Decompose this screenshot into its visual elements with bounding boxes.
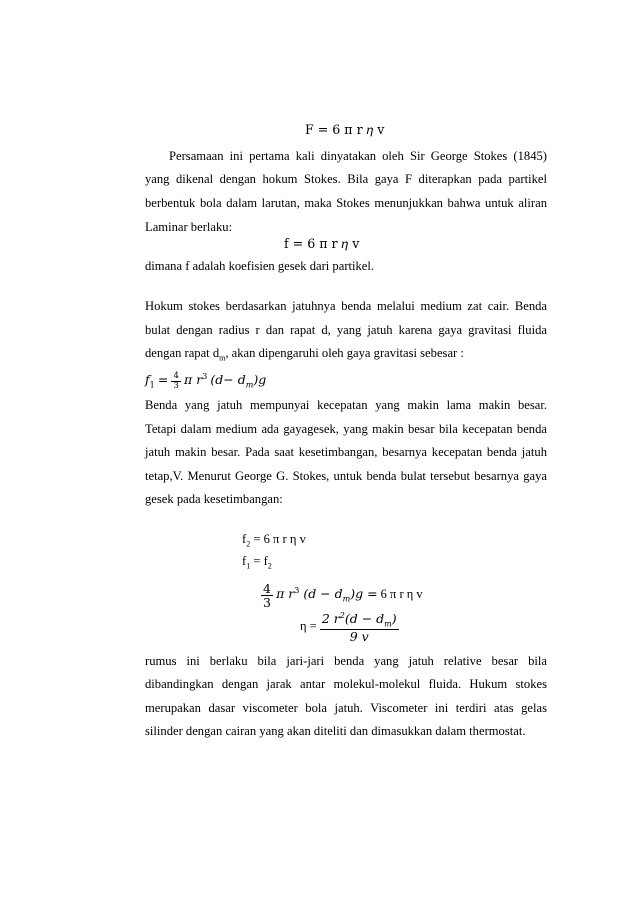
paragraph-line: yang dikenal dengan hokum Stokes. Bila gaya F diterapkan pada partikel <box>145 172 547 186</box>
fraction <box>171 372 180 391</box>
equation-f2 <box>242 531 306 553</box>
fraction-numerator: 4 <box>263 580 271 596</box>
paragraph-line: silinder dengan cairan yang akan diteliti dan dimasukkan dalam thermostat. <box>145 724 526 738</box>
subscript: m <box>245 380 254 390</box>
paragraph-line: bulat dengan radius r dan rapat d, yang jatuh karena gaya gravitasi fluida <box>145 323 547 337</box>
text-segment: f <box>242 554 247 568</box>
math-term: 6 π r η v <box>377 587 423 602</box>
math-symbol: f <box>145 372 150 388</box>
text-segment: dengan rapat d <box>145 346 220 360</box>
fraction-denominator: 9 v <box>349 628 369 644</box>
fraction-numerator <box>320 612 399 630</box>
superscript: 3 <box>294 586 300 595</box>
paragraph-line: Tetapi dalam medium ada gayagesek, yang makin besar bila kecepatan benda <box>145 422 547 436</box>
definition-line: dimana f adalah koefisien gesek dari partikel. <box>145 259 375 273</box>
math-term: (d − d <box>344 610 385 626</box>
math-term: (d − d <box>299 586 343 602</box>
fraction <box>261 582 273 609</box>
fraction-denominator: 3 <box>173 380 179 391</box>
equation-f1-f2 <box>242 553 272 575</box>
fraction-numerator: 4 <box>173 370 179 381</box>
subscript: 2 <box>267 561 272 571</box>
subscript: m <box>219 353 226 363</box>
fraction <box>320 612 399 643</box>
subscript: m <box>342 594 351 604</box>
paragraph-line: Persamaan ini pertama kali dinyatakan oleh Sir George Stokes (1845) <box>169 149 547 163</box>
math-term: (d− d <box>210 372 246 388</box>
subscript: 1 <box>149 380 155 390</box>
paragraph-line: rumus ini berlaku bila jari-jari benda yang jatuh relative besar bila <box>145 654 547 668</box>
text-segment: , akan dipengaruhi oleh gaya gravitasi sebesar : <box>225 346 464 360</box>
equation-gravity-force <box>145 364 266 399</box>
math-term: ) <box>391 610 397 626</box>
math-term: )g <box>253 372 267 388</box>
subscript: m <box>384 619 392 629</box>
subscript: 2 <box>246 539 251 549</box>
paragraph-line: Benda yang jatuh mempunyai kecepatan yang makin lama makin besar. <box>145 398 547 412</box>
fraction-denominator: 3 <box>263 594 271 610</box>
paragraph-line: jatuh makin besar. Pada saat kesetimbangan, besarnya kecepatan benda jatuh <box>145 445 547 459</box>
subscript: 1 <box>246 561 251 571</box>
text-segment: = 6 π r η v <box>250 532 306 546</box>
equation-viscosity <box>300 609 399 643</box>
paragraph-line: dibandingkan dengan jarak antar molekul-molekul fluida. Hukum stokes <box>145 677 547 691</box>
math-term: π r <box>184 372 203 388</box>
math-symbol: = <box>157 372 169 388</box>
equation-stokes-force: F = 6 π r 𝜂 v <box>305 122 385 137</box>
paragraph-line: merupakan dasar viscometer bola jatuh. Viscometer ini terdiri atas gelas <box>145 701 547 715</box>
math-term: )g = <box>350 586 378 602</box>
math-term: 2 r <box>321 610 340 626</box>
math-term: π r <box>276 586 295 602</box>
superscript: 2 <box>339 610 345 620</box>
text-segment: = f <box>250 554 268 568</box>
equation-friction: f = 6 π r 𝜂 v <box>284 236 360 251</box>
math-term: η = <box>300 619 317 633</box>
paragraph-line: Hokum stokes berdasarkan jatuhnya benda melalui medium zat cair. Benda <box>145 299 547 313</box>
paragraph-line: gesek pada kesetimbangan: <box>145 492 283 506</box>
paragraph-line: Laminar berlaku: <box>145 220 233 234</box>
paragraph-line: berbentuk bola dalam larutan, maka Stokes menunjukkan bahwa untuk aliran <box>145 196 547 210</box>
text-segment: f <box>242 532 247 546</box>
superscript: 3 <box>202 372 208 381</box>
paragraph-line: tetap,V. Menurut George G. Stokes, untuk benda bulat tersebut besarnya gaya <box>145 469 547 483</box>
